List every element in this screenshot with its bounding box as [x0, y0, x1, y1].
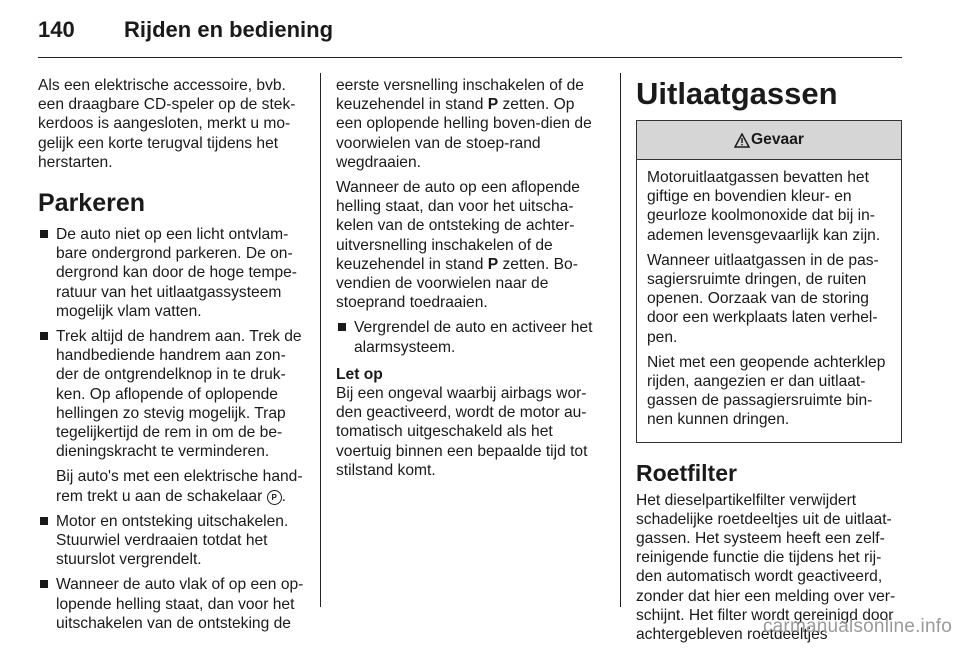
list-item: De auto niet op een licht ontvlam-bare ondergrond parkeren. De on-dergrond kan door de hoge tempe-ratuur van het uitlaatgassysteem mogelijk vlam vatten. [38, 225, 305, 321]
list-item: Vergrendel de auto en activeer het alarmsysteem. [336, 318, 604, 356]
page-number: 140 [38, 17, 75, 42]
watermark: carmanualsonline.info [762, 616, 952, 637]
bullet-square-icon [40, 580, 48, 588]
electric-handbrake-note: Bij auto's met een elektrische hand-rem trekt u aan de schakelaar P . [56, 468, 303, 505]
bullet-square-icon [338, 323, 346, 331]
page-header [38, 17, 902, 58]
warning-title: Gevaar [751, 131, 804, 149]
warning-paragraph: Wanneer uitlaatgassen in de pas-sagiersruimte dringen, de ruiten openen. Oorzaak van de storing door een werkplaats laten verhel-pen. [647, 251, 879, 346]
column-divider [320, 73, 321, 607]
roetfilter-paragraph: Het dieselpartikelfilter verwijdert schadelijke roetdeeltjes uit de uitlaat-gassen. Het systeem heeft een zelf-reinigende functie die tijdens het rij-den automatisch wordt geactiveerd, zonder dat hier een melding over ver-schijnt. Het filter wordt gereinigd door achtergebleven roetdeeltjes [636, 491, 896, 644]
parking-list [38, 225, 305, 633]
note-text: Bij een ongeval waarbij airbags wor-den geactiveerd, wordt de motor au-tomatisch uitgeschakeld als het voertuig binnen een bepaalde tijd tot stilstand komt. [336, 385, 588, 479]
list-item: Trek altijd de handrem aan. Trek de handbediende handrem aan zon-der de ontgrendelknop in te druk-ken. Op aflopende of oplopende hellingen zo stevig mogelijk. Trap tegelijkertijd de rem in om de be-dieningskracht te verminderen. Bij auto's met een elektrische hand-rem trekt u aan de schakelaar P . [38, 327, 305, 506]
warning-triangle-icon [734, 133, 750, 148]
note-title: Let op [336, 365, 383, 383]
parking-brake-icon: P [267, 490, 282, 505]
column-middle [336, 76, 604, 486]
lock-list [336, 318, 604, 356]
continued-paragraph: eerste versnelling inschakelen of de keuzehendel in stand P zetten. Op een oplopende helling boven-dien de voorwielen van de stoep-rand wegdraaien. [336, 77, 592, 171]
heading-uitlaatgassen: Uitlaatgassen [636, 76, 838, 111]
downhill-paragraph: Wanneer de auto op een aflopende helling staat, dan voor het uitscha-kelen van de ontsteking de achter-uitversnelling inschakelen of de keuzehendel in stand P zetten. Bo-vendien de voorwielen naar de stoeprand toedraaien. [336, 179, 580, 312]
list-item: Wanneer de auto vlak of op een op-lopende helling staat, dan voor het uitschakelen van de ontsteking de [38, 575, 305, 633]
column-left [38, 76, 305, 639]
section-title: Rijden en bediening [124, 17, 334, 42]
warning-box [636, 120, 902, 443]
column-right [636, 76, 902, 650]
column-divider [620, 73, 621, 607]
heading-roetfilter: Roetfilter [636, 459, 737, 486]
intro-paragraph: Als een elektrische accessoire, bvb. een draagbare CD-speler op de stek-kerdoos is aangesloten, merkt u mo-gelijk een korte terugval tijdens het herstarten. [38, 77, 296, 171]
warning-header [637, 121, 901, 160]
warning-paragraph: Niet met een geopende achterklep rijden, aangezien er dan uitlaat-gassen de passagiersruimte bin-nen kunnen dringen. [647, 353, 886, 429]
bullet-square-icon [40, 332, 48, 340]
heading-parkeren: Parkeren [38, 189, 146, 218]
bullet-square-icon [40, 230, 48, 238]
bullet-square-icon [40, 517, 48, 525]
warning-paragraph: Motoruitlaatgassen bevatten het giftige en bovendien kleur- en geurloze koolmonoxide dat bij in-ademen levensgevaarlijk kan zijn. [647, 169, 881, 244]
list-item: Motor en ontsteking uitschakelen. Stuurwiel verdraaien totdat het stuurslot vergrendelt. [38, 512, 305, 570]
warning-body [637, 160, 901, 442]
